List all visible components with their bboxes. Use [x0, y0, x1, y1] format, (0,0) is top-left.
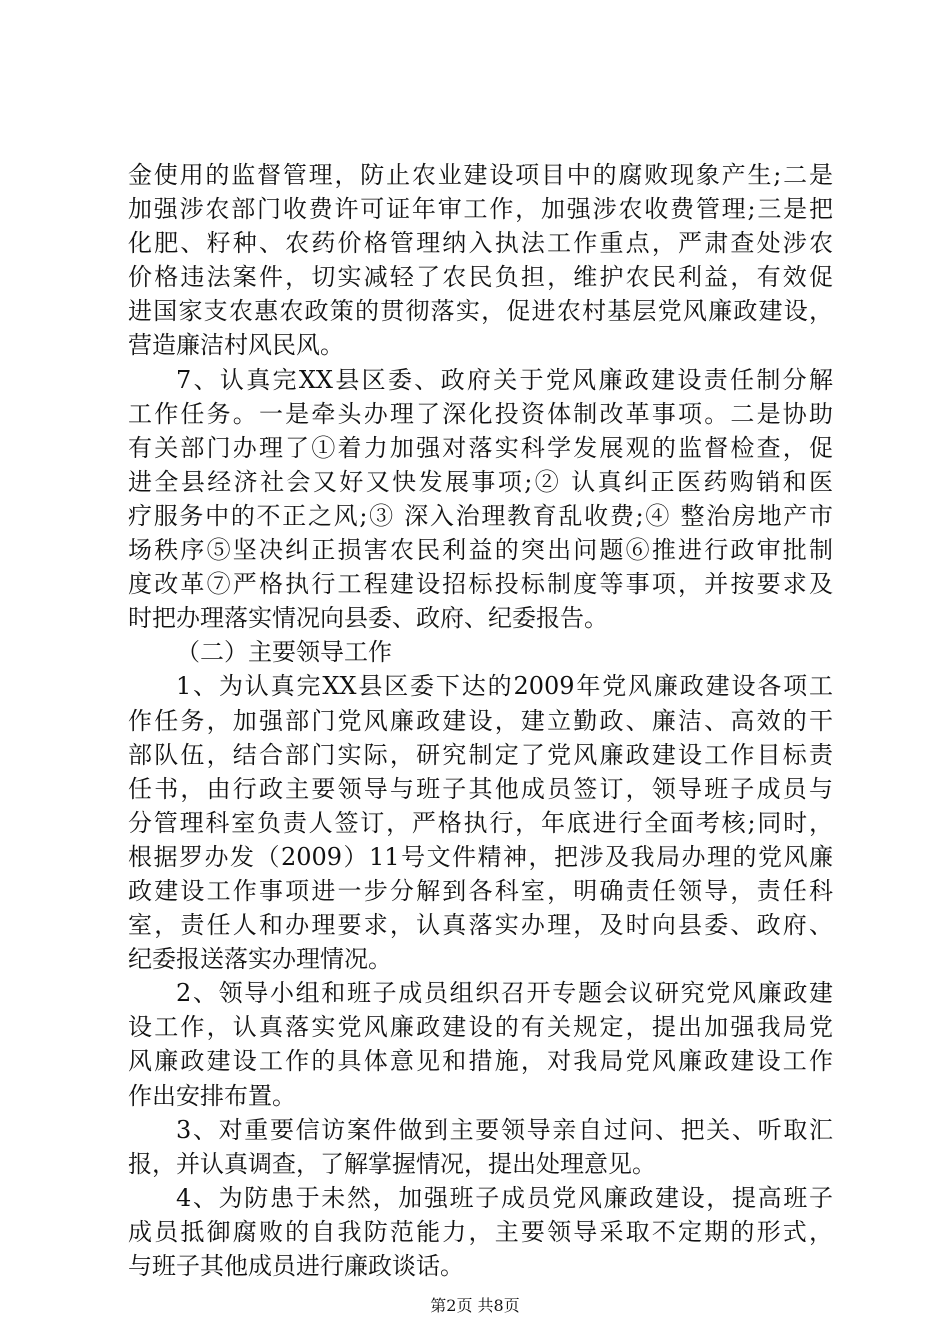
text-line: 分管理科室负责人签订，严格执行，年底进行全面考核;同时，	[128, 808, 833, 837]
text-line: 化肥、籽种、农药价格管理纳入执法工作重点，严肃查处涉农	[128, 229, 833, 258]
text-line: 作出安排布置。	[128, 1081, 296, 1110]
text-line: 根据罗办发（2009）11号文件精神，把涉及我局办理的党风廉	[128, 842, 833, 871]
text-line: 疗服务中的不正之风;③ 深入治理教育乱收费;④ 整治房地产市	[128, 501, 833, 530]
text-line: 工作任务。一是牵头办理了深化投资体制改革事项。二是协助	[128, 399, 833, 428]
text-line: 时把办理落实情况向县委、政府、纪委报告。	[128, 604, 608, 633]
document-body	[128, 158, 833, 1283]
text-line: 设工作，认真落实党风廉政建设的有关规定，提出加强我局党	[128, 1013, 833, 1042]
paragraph-start-line: 2、领导小组和班子成员组织召开专题会议研究党风廉政建	[176, 979, 833, 1008]
text-line: 价格违法案件，切实减轻了农民负担，维护农民利益，有效促	[128, 263, 833, 292]
text-line: 进国家支农惠农政策的贯彻落实，促进农村基层党风廉政建设，	[128, 297, 833, 326]
text-line: 营造廉洁村风民风。	[128, 331, 344, 360]
text-line: 度改革⑦严格执行工程建设招标投标制度等事项，并按要求及	[128, 570, 833, 599]
text-line: 报，并认真调查，了解掌握情况，提出处理意见。	[128, 1149, 656, 1178]
section-heading: （二）主要领导工作	[176, 638, 392, 667]
text-line: 室，责任人和办理要求，认真落实办理，及时向县委、政府、	[128, 911, 833, 940]
text-line: 有关部门办理了①着力加强对落实科学发展观的监督检查，促	[128, 433, 833, 462]
paragraph-start-line: 1、为认真完XX县区委下达的2009年党风廉政建设各项工	[176, 672, 833, 701]
text-line: 进全县经济社会又好又快发展事项;② 认真纠正医药购销和医	[128, 467, 833, 496]
text-line: 与班子其他成员进行廉政谈话。	[128, 1252, 464, 1280]
text-line: 作任务，加强部门党风廉政建设，建立勤政、廉洁、高效的干	[128, 706, 833, 735]
text-line: 成员抵御腐败的自我防范能力，主要领导采取不定期的形式，	[128, 1217, 833, 1246]
text-line: 任书，由行政主要领导与班子其他成员签订，领导班子成员与	[128, 774, 833, 803]
page-number-footer: 第2页 共8页	[430, 1296, 520, 1315]
text-line: 加强涉农部门收费许可证年审工作，加强涉农收费管理;三是把	[128, 195, 833, 224]
text-line: 场秩序⑤坚决纠正损害农民利益的突出问题⑥推进行政审批制	[128, 536, 833, 565]
text-line: 风廉政建设工作的具体意见和措施，对我局党风廉政建设工作	[128, 1047, 833, 1076]
paragraph-start-line: 4、为防患于未然，加强班子成员党风廉政建设，提高班子	[176, 1183, 833, 1212]
text-line: 金使用的监督管理，防止农业建设项目中的腐败现象产生;二是	[128, 161, 833, 189]
text-line: 政建设工作事项进一步分解到各科室，明确责任领导，责任科	[128, 876, 833, 905]
paragraph-start-line: 3、对重要信访案件做到主要领导亲自过问、把关、听取汇	[176, 1115, 833, 1144]
paragraph-start-line: 7、认真完XX县区委、政府关于党风廉政建设责任制分解	[176, 365, 833, 394]
text-line: 部队伍，结合部门实际，研究制定了党风廉政建设工作目标责	[128, 740, 833, 769]
text-line: 纪委报送落实办理情况。	[128, 945, 392, 974]
